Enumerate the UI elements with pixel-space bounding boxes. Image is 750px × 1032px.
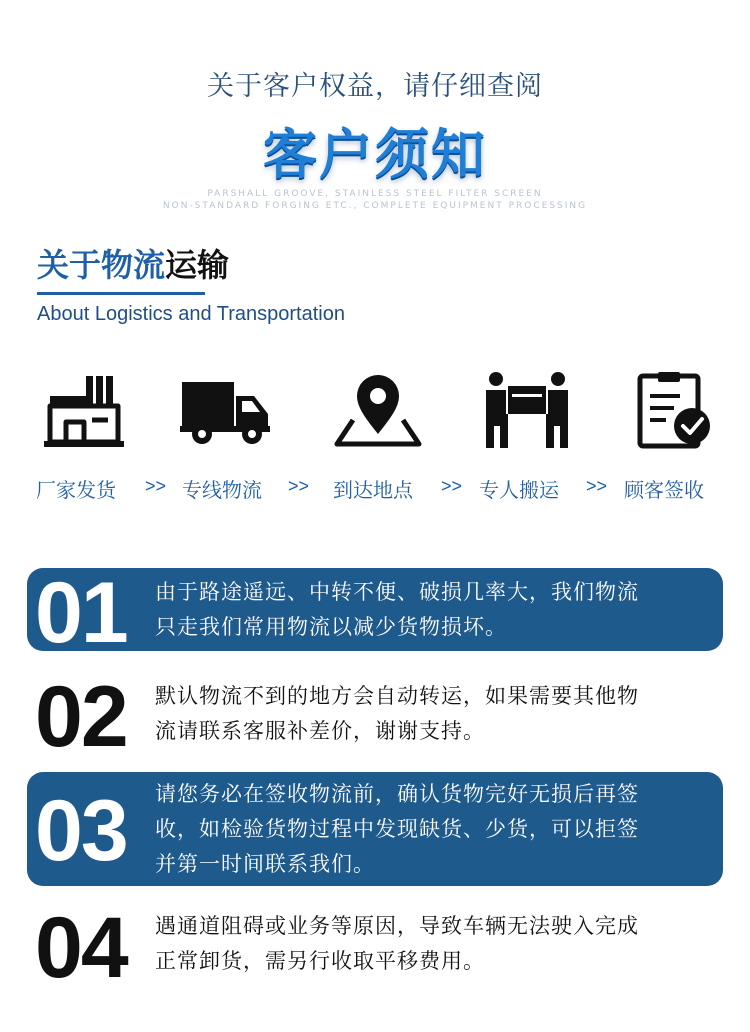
section-title <box>37 240 229 286</box>
header-english-line-2: NON-STANDARD FORGING ETC., COMPLETE EQUIPMENT PROCESSING <box>162 201 588 211</box>
notice-line: 收，如检验货物过程中发现缺货、少货，可以拒签 <box>155 817 639 841</box>
flow-step-arrival: 到达地点 <box>333 478 413 502</box>
notice-number: 04 <box>35 900 127 996</box>
header <box>0 0 750 225</box>
flow-arrow: >> <box>145 476 167 496</box>
header-subtitle: 关于客户权益，请仔细查阅 <box>207 71 543 102</box>
movers-icon <box>482 370 572 450</box>
notice-number: 02 <box>35 669 127 765</box>
notice-text <box>155 777 715 882</box>
flow-arrow: >> <box>586 476 608 496</box>
flow-step-factory: 厂家发货 <box>36 478 116 502</box>
map-pin-icon <box>333 370 423 450</box>
flow-step-logistics: 专线物流 <box>182 478 262 502</box>
notice-text <box>155 679 715 749</box>
section-subtitle: About Logistics and Transportation <box>37 303 345 325</box>
notice-line: 由于路途遥远、中转不便、破损几率大，我们物流 <box>155 580 639 604</box>
notice-line: 流请联系客服补差价，谢谢支持。 <box>155 719 485 743</box>
notice-line: 并第一时间联系我们。 <box>155 852 375 876</box>
flow-arrow: >> <box>288 476 310 496</box>
section-title-accent: 关于物流 <box>37 246 166 284</box>
notice-card-04 <box>27 900 723 996</box>
section-title-underline <box>37 292 205 295</box>
notice-number: 01 <box>35 565 127 661</box>
notice-line: 只走我们常用物流以减少货物损坏。 <box>155 615 507 639</box>
notice-line: 请您务必在签收物流前，确认货物完好无损后再签 <box>155 782 639 806</box>
section-title-rest: 运输 <box>165 246 230 284</box>
truck-icon <box>180 370 270 450</box>
header-english-line-1: PARSHALL GROOVE, STAINLESS STEEL FILTER SCREEN <box>207 189 543 199</box>
notice-card-01 <box>27 565 723 661</box>
flow-step-signoff: 顾客签收 <box>624 478 704 502</box>
notice-card-03 <box>27 772 723 886</box>
notice-text <box>155 909 715 979</box>
flow-step-moving: 专人搬运 <box>479 478 559 502</box>
factory-icon <box>38 370 128 450</box>
notice-card-02 <box>27 669 723 765</box>
notice-line: 遇通道阻碍或业务等原因，导致车辆无法驶入完成 <box>155 914 639 938</box>
checklist-icon <box>628 370 718 450</box>
notice-number: 03 <box>35 783 127 879</box>
notice-text <box>155 575 715 645</box>
flow-arrow: >> <box>441 476 463 496</box>
notice-line: 默认物流不到的地方会自动转运，如果需要其他物 <box>155 684 639 708</box>
page-title: 客户须知 <box>263 123 487 186</box>
notice-line: 正常卸货，需另行收取平移费用。 <box>155 949 485 973</box>
